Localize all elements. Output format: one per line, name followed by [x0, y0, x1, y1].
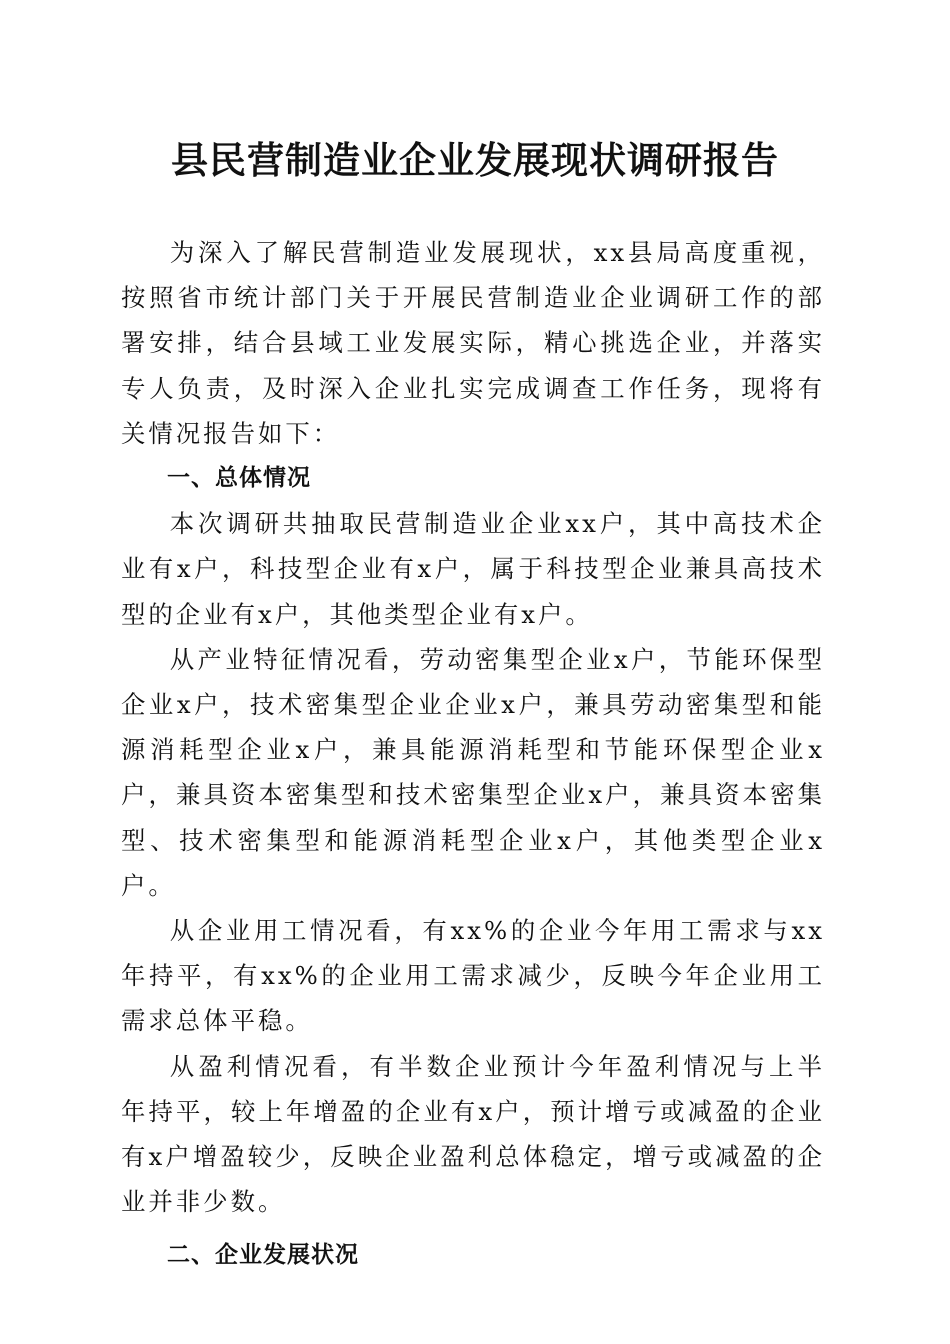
section-heading-development: 二、企业发展状况: [167, 1242, 359, 1269]
section-heading-overall: 一、总体情况: [167, 465, 311, 492]
document-title: 县民营制造业企业发展现状调研报告: [171, 138, 779, 182]
paragraph-industry-features: 从产业特征情况看，劳动密集型企业x户，节能环保型企业x户，技术密集型企业企业x户，兼具劳动密集型和能源消耗型企业x户，兼具能源消耗型和节能环保型企业x户，兼具资本密集型和技术密集型企业x户，兼具资本密集型、技术密集型和能源消耗型企业x户，其他类型企业x户。: [121, 644, 825, 900]
paragraph-sample-overview: 本次调研共抽取民营制造业企业xx户，其中高技术企业有x户，科技型企业有x户，属于科技型企业兼具高技术型的企业有x户，其他类型企业有x户。: [121, 509, 825, 629]
spacer: [121, 1224, 825, 1233]
intro-paragraph: 为深入了解民营制造业发展现状，xx县局高度重视，按照省市统计部门关于开展民营制造业企业调研工作的部署安排，结合县域工业发展实际，精心挑选企业，并落实专人负责，及时深入企业扎实完成调查工作任务，现将有关情况报告如下：: [121, 238, 825, 448]
paragraph-employment: 从企业用工情况看，有xx%的企业今年用工需求与xx年持平，有xx%的企业用工需求减少，反映今年企业用工需求总体平稳。: [121, 916, 825, 1036]
document-body: [121, 230, 825, 1279]
paragraph-profitability: 从盈利情况看，有半数企业预计今年盈利情况与上半年持平，较上年增盈的企业有x户，预计增亏或减盈的企业有x户增盈较少，反映企业盈利总体稳定，增亏或减盈的企业并非少数。: [121, 1051, 825, 1217]
